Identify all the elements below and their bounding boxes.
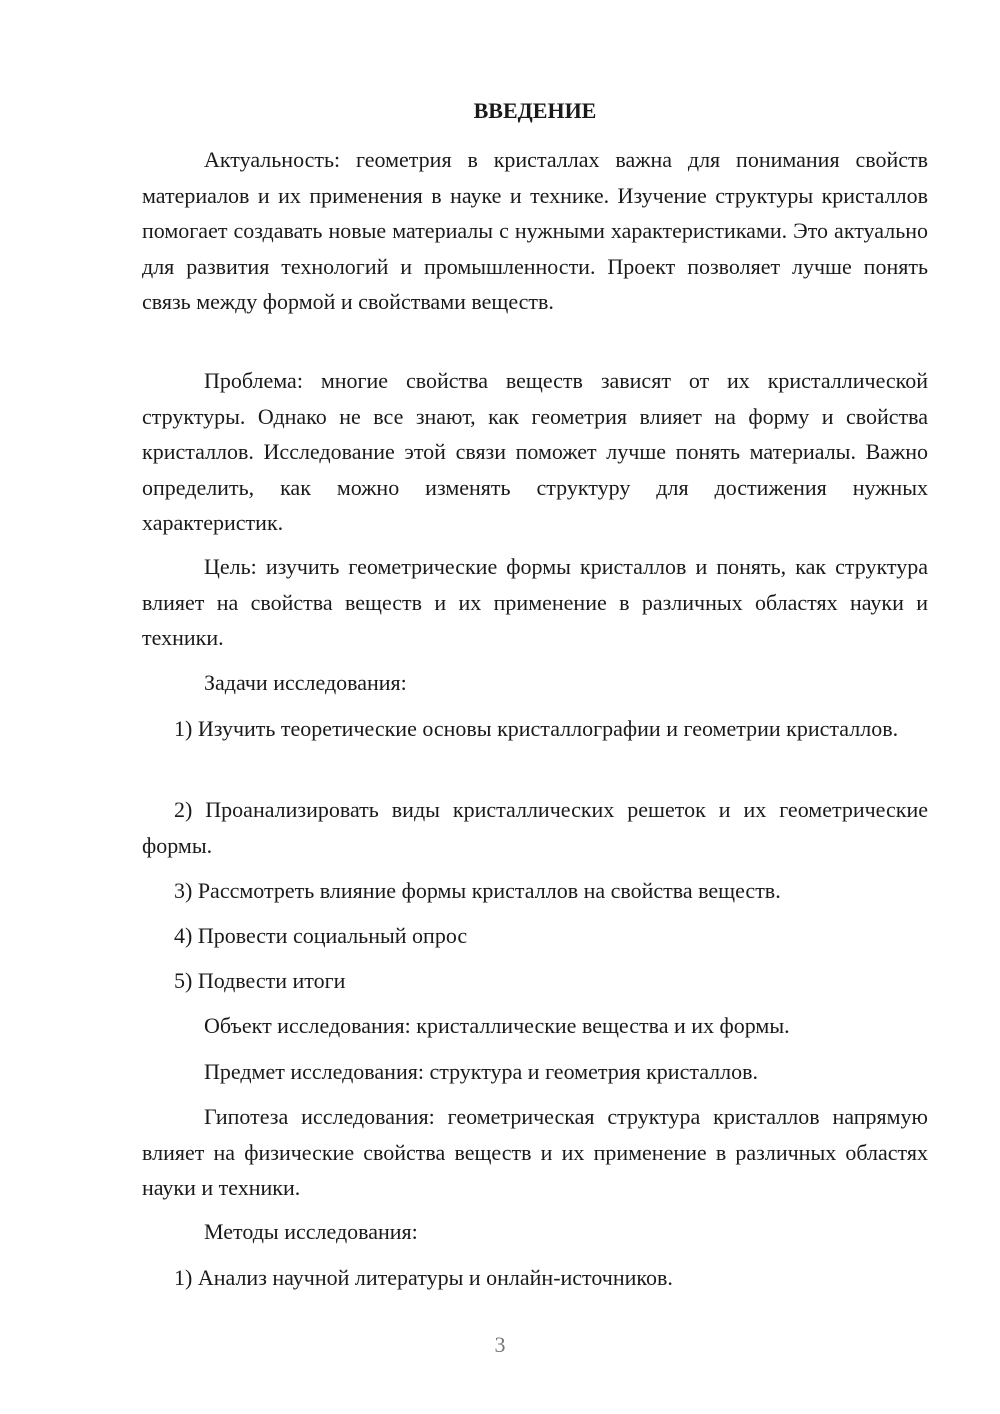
tasks-heading: Задачи исследования:	[204, 670, 407, 695]
task-item-3: 3) Рассмотреть влияние формы кристаллов на свойства веществ.	[174, 878, 781, 903]
relevance-paragraph: Актуальность: геометрия в кристаллах важна для понимания свойств материалов и их применения в науке и технике. Изучение структуры кристаллов помогает создавать новые материалы с нужными характеристиками. Это актуально для развития технологий и промышленности. Проект позволяет лучше понять связь между формой и свойствами веществ.	[142, 147, 928, 314]
task-item-4: 4) Провести социальный опрос	[174, 923, 468, 948]
methods-heading: Методы исследования:	[204, 1219, 418, 1244]
page-number: 3	[494, 1332, 506, 1357]
goal-paragraph: Цель: изучить геометрические формы кристаллов и понять, как структура влияет на свойства веществ и их применение в различных областях науки и техники.	[142, 554, 928, 650]
hypothesis-paragraph: Гипотеза исследования: геометрическая структура кристаллов напрямую влияет на физические свойства веществ и их применение в различных областях науки и техники.	[142, 1104, 928, 1200]
task-item-5: 5) Подвести итоги	[174, 968, 346, 993]
problem-paragraph: Проблема: многие свойства веществ зависят от их кристаллической структуры. Однако не все знают, как геометрия влияет на форму и свойства кристаллов. Исследование этой связи поможет лучше понять материалы. Важно определить, как можно изменять структуру для достижения нужных характеристик.	[142, 368, 928, 535]
method-item-1: 1) Анализ научной литературы и онлайн-источников.	[174, 1265, 673, 1290]
task-item-2: 2) Проанализировать виды кристаллических решеток и их геометрические формы.	[142, 797, 928, 858]
task-item-1: 1) Изучить теоретические основы кристаллографии и геометрии кристаллов.	[174, 716, 899, 741]
subject-paragraph: Предмет исследования: структура и геометрия кристаллов.	[204, 1059, 759, 1084]
object-paragraph: Объект исследования: кристаллические вещества и их формы.	[204, 1013, 790, 1038]
section-heading: ВВЕДЕНИЕ	[473, 98, 597, 123]
